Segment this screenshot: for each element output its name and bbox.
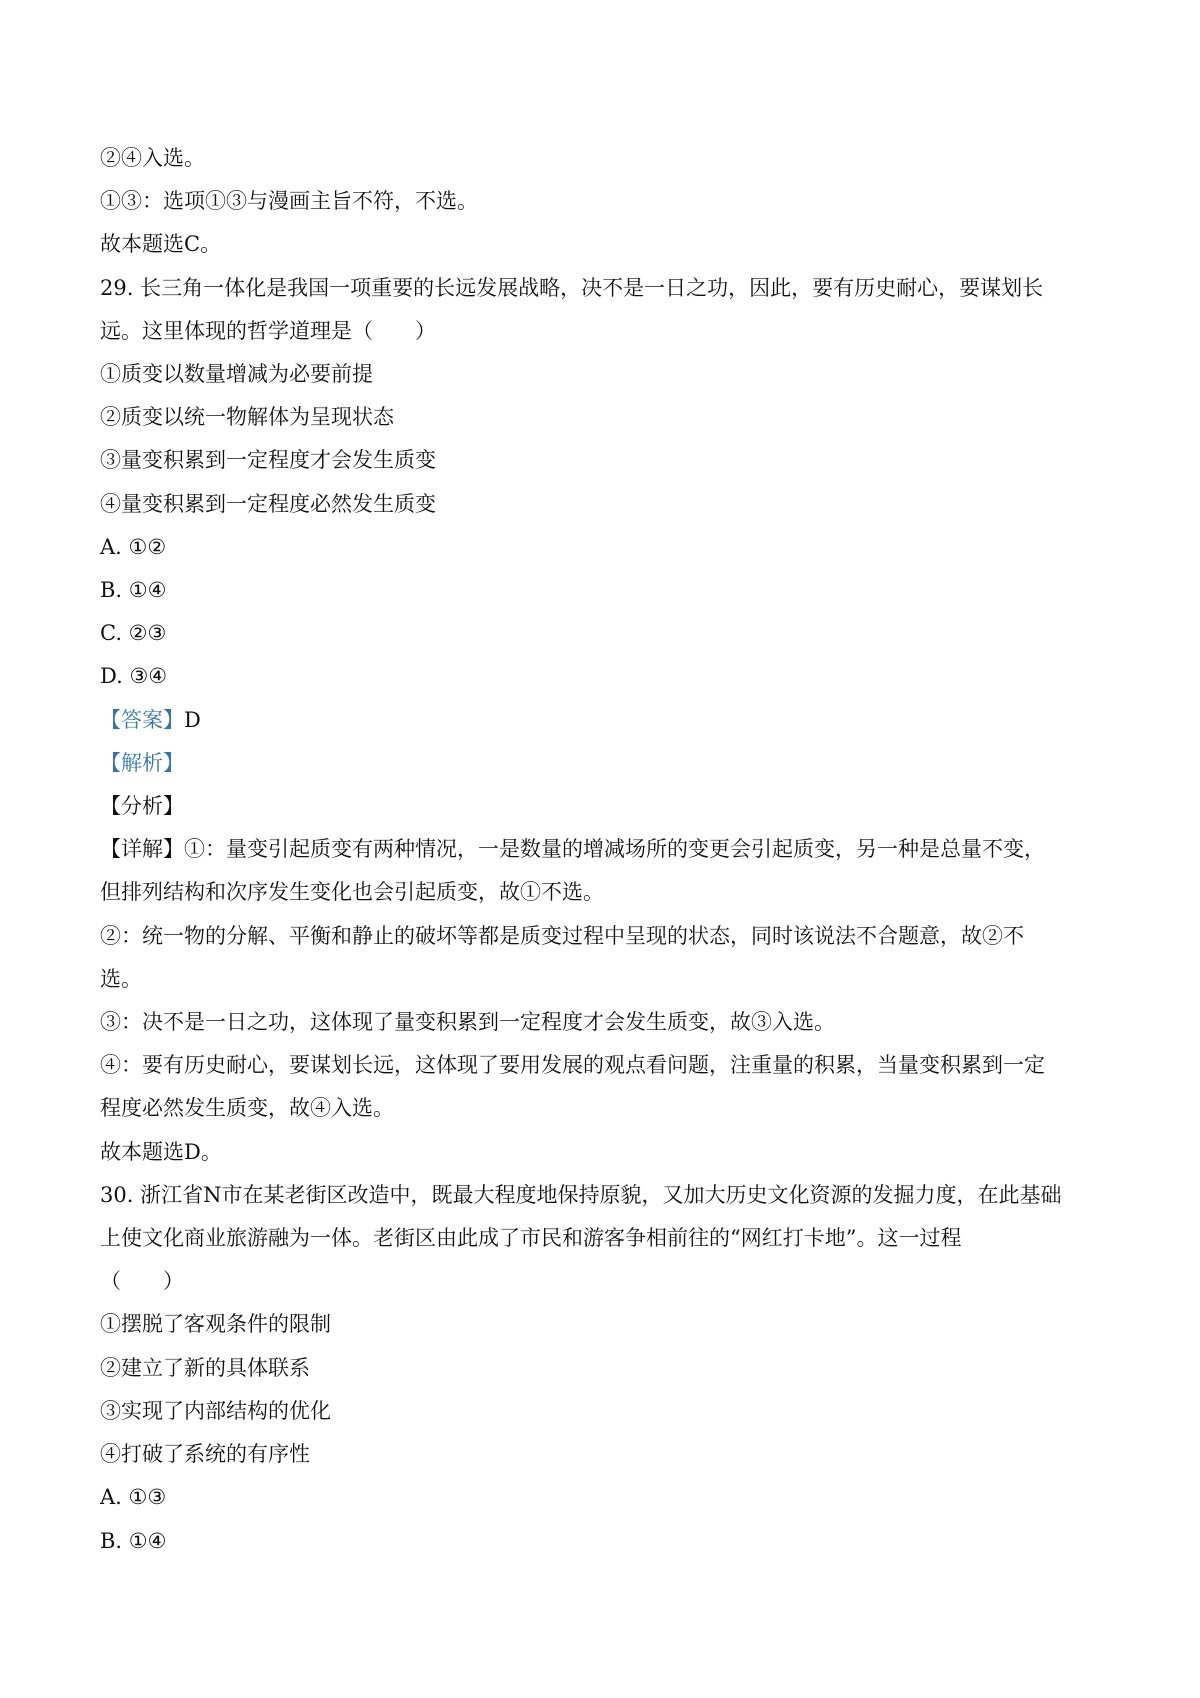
q29-answer-line — [100, 699, 1110, 742]
q30-stem-line: 30. 浙江省N市在某老街区改造中，既最大程度地保持原貌，又加大历史文化资源的发掘力度，在此基础 — [100, 1182, 1062, 1207]
prev-line: ①③：选项①③与漫画主旨不符，不选。 — [100, 189, 478, 214]
detail-line: ④：要有历史耐心，要谋划长远，这体现了要用发展的观点看问题，注重量的积累，当量变积累到一定 — [100, 1053, 1045, 1078]
detail-text: ①：量变引起质变有两种情况，一是数量的增减场所的变更会引起质变，另一种是总量不变， — [184, 837, 1045, 862]
q30-stem-line: （ ） — [100, 1269, 184, 1294]
q30-item: ②建立了新的具体联系 — [100, 1355, 310, 1380]
detail-line: 选。 — [100, 966, 142, 991]
q29-stem-line: 29. 长三角一体化是我国一项重要的长远发展战略，决不是一日之功，因此，要有历史耐心，要谋划长 — [100, 275, 1044, 300]
question-30 — [100, 1174, 1110, 1563]
q30-stem-line: 上使文化商业旅游融为一体。老街区由此成了市民和游客争相前往的“网红打卡地”。这一过程 — [100, 1226, 962, 1251]
q29-option-b: B. ①④ — [100, 578, 167, 603]
answer-value: D — [184, 707, 201, 732]
detail-line: 程度必然发生质变，故④入选。 — [100, 1096, 394, 1121]
prev-conclusion: 故本题选C。 — [100, 232, 222, 257]
q29-option-d: D. ③④ — [100, 664, 168, 689]
q29-item: ③量变积累到一定程度才会发生质变 — [100, 448, 436, 473]
q29-item: ①质变以数量增减为必要前提 — [100, 362, 373, 387]
detail-line — [100, 828, 1110, 871]
previous-question-tail — [100, 137, 1110, 267]
analysis-tag: 【解析】 — [100, 750, 184, 775]
q30-option-b: B. ①④ — [100, 1528, 167, 1553]
q29-stem-line: 远。这里体现的哲学道理是（ ） — [100, 318, 436, 343]
document-content — [100, 137, 1110, 1563]
fenxi-tag: 【分析】 — [100, 794, 184, 819]
q29-item: ②质变以统一物解体为呈现状态 — [100, 405, 394, 430]
q29-option-c: C. ②③ — [100, 621, 167, 646]
q30-option-a: A. ①③ — [100, 1485, 167, 1510]
q30-item: ③实现了内部结构的优化 — [100, 1398, 331, 1423]
q30-item: ④打破了系统的有序性 — [100, 1442, 310, 1467]
q30-item: ①摆脱了客观条件的限制 — [100, 1312, 331, 1337]
question-29 — [100, 267, 1110, 1174]
q29-option-a: A. ①② — [100, 534, 167, 559]
answer-tag: 【答案】 — [100, 707, 184, 732]
detail-line: 但排列结构和次序发生变化也会引起质变，故①不选。 — [100, 880, 604, 905]
q29-item: ④量变积累到一定程度必然发生质变 — [100, 491, 436, 516]
q29-conclusion: 故本题选D。 — [100, 1139, 222, 1164]
detail-line: ②：统一物的分解、平衡和静止的破坏等都是质变过程中呈现的状态，同时该说法不合题意，故②不 — [100, 923, 1024, 948]
detail-line: ③：决不是一日之功，这体现了量变积累到一定程度才会发生质变，故③入选。 — [100, 1010, 835, 1035]
detail-tag: 【详解】 — [100, 837, 184, 862]
prev-line: ②④入选。 — [100, 146, 205, 170]
